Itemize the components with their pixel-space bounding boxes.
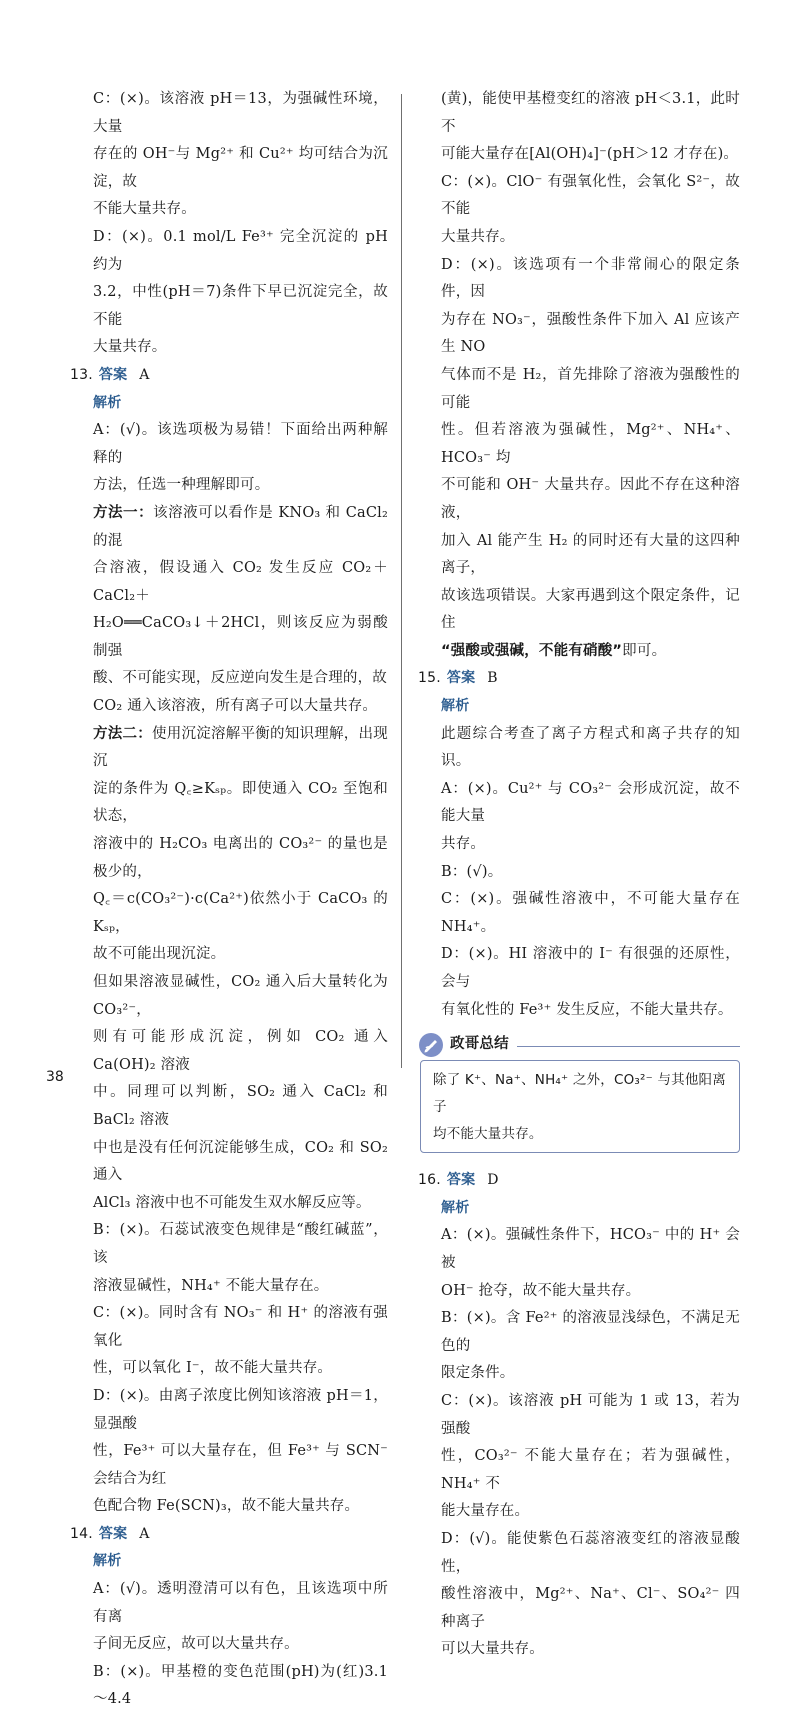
q16-answer-header: 16. 答案 D xyxy=(418,1172,499,1189)
summary-content: 除了 K⁺、Na⁺、NH₄⁺ 之外，CO₃²⁻ 与其他阳离子 均不能大量共存。 xyxy=(420,1060,740,1153)
q15-analysis-label: 解析 xyxy=(441,698,470,715)
right-column xyxy=(418,86,740,1664)
q13-option-b: B：(×)。石蕊试液变色规律是“酸红碱蓝”，该 溶液显碱性，NH₄⁺ 不能大量存在。 xyxy=(93,1222,388,1294)
q13-method-two: 方法二：使用沉淀溶解平衡的知识理解，出现沉 淀的条件为 Q꜀≥Kₛₚ。即使通入 CO₂ 至饱和状态， 溶液中的 H₂CO₃ 电离出的 CO₃²⁻ 的量也是极少的， Q꜀＝c(CO₃²⁻)·c(Ca²⁺)依然小于 CaCO₃ 的 Kₛₚ， 故不可能出现沉淀。 xyxy=(93,725,388,963)
left-column xyxy=(70,86,388,1714)
q16-option-b: B：(×)。含 Fe²⁺ 的溶液显浅绿色，不满足无色的 限定条件。 xyxy=(441,1310,740,1382)
q14-option-a: A：(√)。透明澄清可以有色，且该选项中所有离 子间无反应，故可以大量共存。 xyxy=(93,1581,388,1653)
q16-option-c: C：(×)。该溶液 pH 可能为 1 或 13，若为强酸 性，CO₃²⁻ 不能大量存在；若为强碱性，NH₄⁺ 不 能大量存在。 xyxy=(441,1392,740,1520)
page-number: 38 xyxy=(46,1069,64,1085)
q13-option-d: D：(×)。由离子浓度比例知该溶液 pH＝1，显强酸 性，Fe³⁺ 可以大量存在，但 Fe³⁺ 与 SCN⁻ 会结合为红 色配合物 Fe(SCN)₃，故不能大量共存。 xyxy=(93,1387,388,1515)
summary-header xyxy=(418,1030,740,1060)
summary-box xyxy=(418,1030,740,1153)
q14-option-d: D：(×)。该选项有一个非常闹心的限定条件，因 为存在 NO₃⁻，强酸性条件下加入 Al 应该产生 NO 气体而不是 H₂，首先排除了溶液为强酸性的可能 性。但若溶液为强碱性，Mg²⁺、NH₄⁺、HCO₃⁻ 均 不可能和 OH⁻ 大量共存。因此不存在这种溶液， 加入 Al 能产生 H₂ 的同时还有大量的这四种离子， 故该选项错误。大家再遇到这个限定条件，记住 “强酸或强碱，不能有硝酸”即可。 xyxy=(441,256,740,659)
q13-answer-header: 13. 答案 A xyxy=(70,366,150,383)
q14-option-b: B：(×)。甲基橙的变色范围(pH)为(红)3.1～4.4 xyxy=(93,1663,388,1708)
q13-option-c: C：(×)。同时含有 NO₃⁻ 和 H⁺ 的溶液有强氧化 性，可以氧化 I⁻，故不能大量共存。 xyxy=(93,1305,388,1377)
column-divider xyxy=(401,94,402,1068)
q15-option-d: D：(×)。HI 溶液中的 I⁻ 有很强的还原性，会与 有氧化性的 Fe³⁺ 发生反应，不能大量共存。 xyxy=(441,946,740,1018)
q16-analysis-label: 解析 xyxy=(441,1199,470,1216)
summary-rule xyxy=(517,1046,740,1047)
q16-option-d: D：(√)。能使紫色石蕊溶液变红的溶液显酸性， 酸性溶液中，Mg²⁺、Na⁺、Cl⁻、SO₄²⁻ 四种离子 可以大量共存。 xyxy=(441,1530,740,1658)
q13-extra-note: 但如果溶液显碱性，CO₂ 通入后大量转化为 CO₃²⁻， 则有可能形成沉淀，例如 CO₂ 通入 Ca(OH)₂ 溶液 中。同理可以判断，SO₂ 通入 CaCl₂ 和 BaCl₂ 溶液 中也是没有任何沉淀能够生成，CO₂ 和 SO₂ 通入 AlCl₃ 溶液中也不可能发生双水解反应等。 xyxy=(93,974,388,1211)
q12-option-d: D：(×)。0.1 mol/L Fe³⁺ 完全沉淀的 pH 约为 3.2，中性(pH＝7)条件下早已沉淀完全，故不能 大量共存。 xyxy=(93,228,388,356)
q14-analysis-label: 解析 xyxy=(93,1553,122,1570)
q13-analysis-label: 解析 xyxy=(93,394,122,411)
q15-option-b: B：(√)。 xyxy=(441,863,503,880)
q15-answer-header: 15. 答案 B xyxy=(418,670,498,687)
q12-option-c: C：(×)。该溶液 pH＝13，为强碱性环境，大量 存在的 OH⁻与 Mg²⁺ 和 Cu²⁺ 均可结合为沉淀，故 不能大量共存。 xyxy=(93,91,388,218)
q13-option-a: A：(√)。该选项极为易错！下面给出两种解释的 方法，任选一种理解即可。 xyxy=(93,422,388,494)
summary-title: 政哥总结 xyxy=(450,1036,509,1053)
q14-option-b-continued: (黄)，能使甲基橙变红的溶液 pH＜3.1，此时不 可能大量存在[Al(OH)₄]⁻(pH＞12 才存在)。 xyxy=(441,91,740,163)
q15-intro: 此题综合考查了离子方程式和离子共存的知识。 xyxy=(441,725,740,770)
q14-answer-header: 14. 答案 A xyxy=(70,1525,150,1542)
q15-option-c: C：(×)。强碱性溶液中，不可能大量存在 NH₄⁺。 xyxy=(441,891,740,935)
q14-option-c: C：(×)。ClO⁻ 有强氧化性，会氧化 S²⁻，故不能 大量共存。 xyxy=(441,173,740,245)
q13-method-one: 方法一：该溶液可以看作是 KNO₃ 和 CaCl₂ 的混 合溶液，假设通入 CO₂ 发生反应 CO₂＋CaCl₂＋ H₂O══CaCO₃↓＋2HCl，则该反应为弱酸制强 酸、不可能实现，反应逆向发生是合理的，故 CO₂ 通入该溶液，所有离子可以大量共存。 xyxy=(93,504,388,715)
q15-option-a: A：(×)。Cu²⁺ 与 CO₃²⁻ 会形成沉淀，故不能大量 共存。 xyxy=(441,780,740,853)
pen-circle-icon xyxy=(418,1032,444,1058)
q16-option-a: A：(×)。强碱性条件下，HCO₃⁻ 中的 H⁺ 会被 OH⁻ 抢夺，故不能大量共存。 xyxy=(441,1227,740,1299)
key-rule: “强酸或强碱，不能有硝酸” xyxy=(441,642,623,659)
